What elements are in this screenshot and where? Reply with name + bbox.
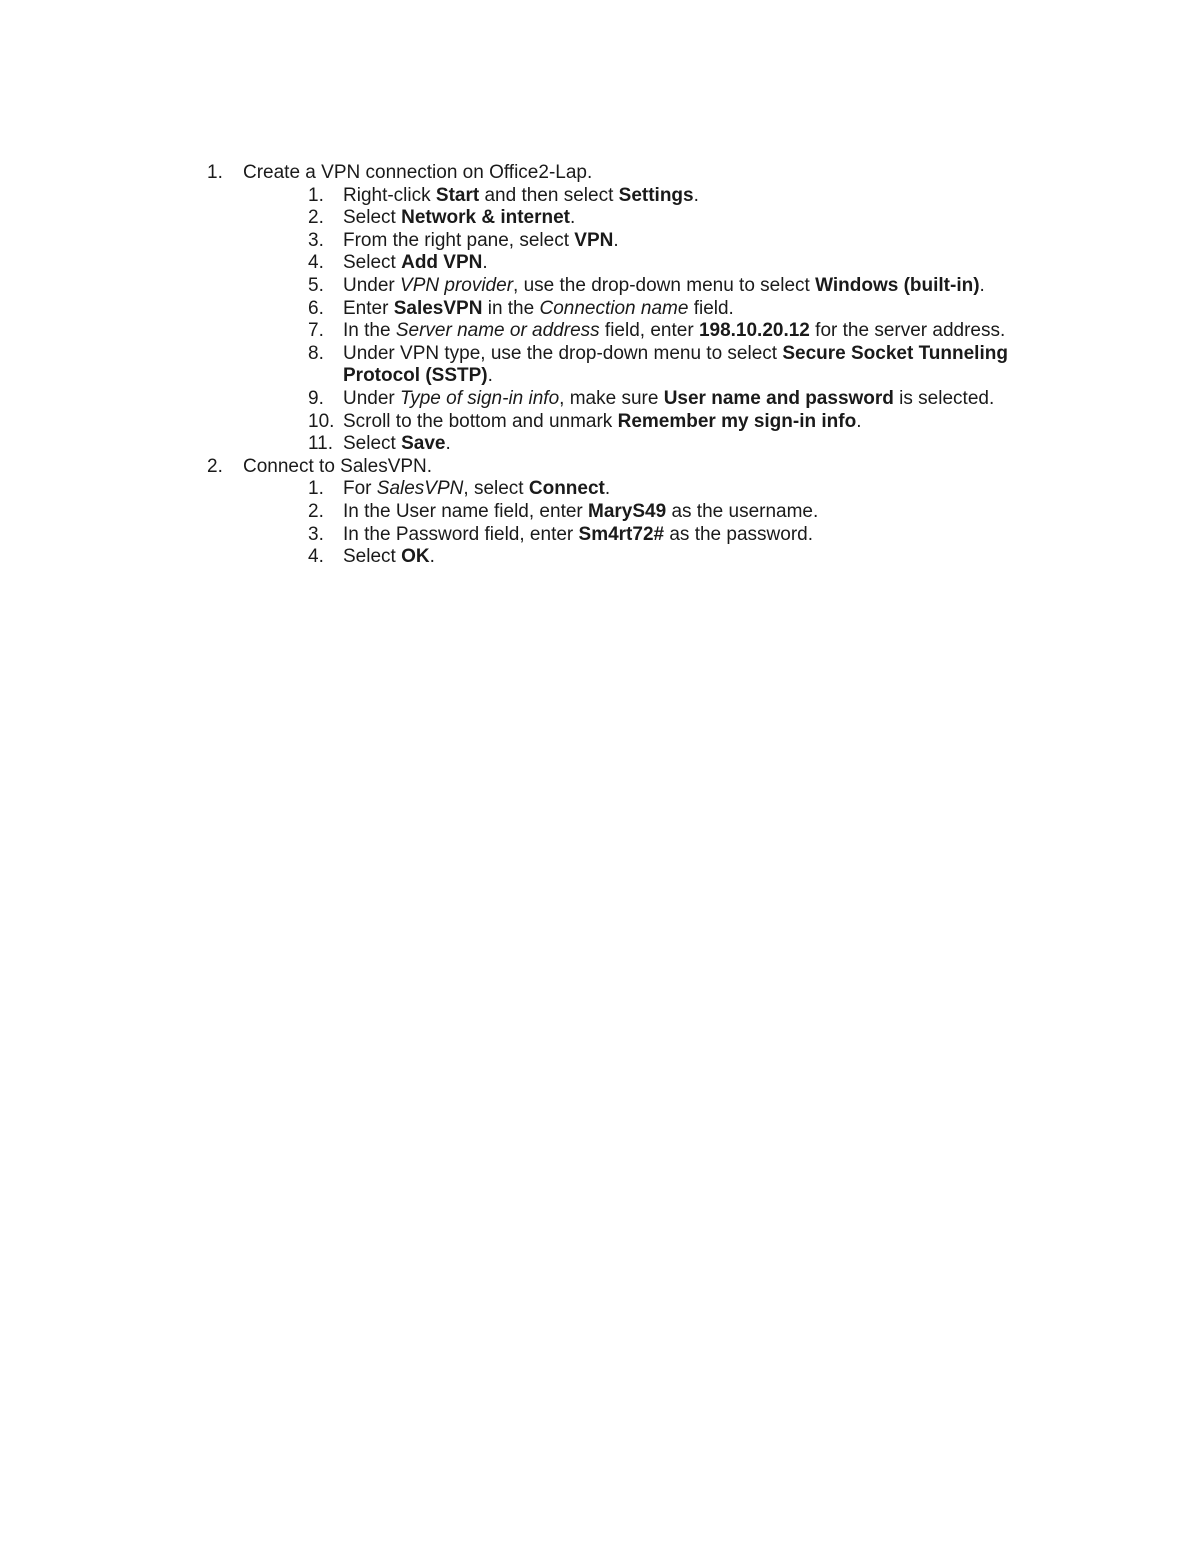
substep-text — [343, 433, 451, 454]
substep-number: 3. — [308, 523, 324, 545]
text-run: In the — [343, 320, 396, 342]
bold-term: Start — [435, 184, 480, 206]
bold-term: Network & internet — [401, 207, 571, 229]
substep — [308, 343, 1047, 388]
text-run: . — [570, 207, 576, 229]
text-run: Under VPN type, use the drop-down menu to select — [343, 342, 783, 364]
text-run: In the User name field, enter — [343, 500, 589, 522]
substep-text — [343, 343, 1008, 387]
bold-term: 198.10.20.12 — [698, 320, 810, 342]
substep-number: 7. — [308, 320, 324, 342]
text-run: field, enter — [599, 320, 699, 342]
step-number: 1. — [207, 162, 223, 183]
substep — [308, 388, 1047, 411]
text-run: . — [445, 433, 451, 455]
substep — [308, 546, 1047, 569]
substep-number: 5. — [308, 274, 324, 296]
substep-text — [343, 252, 488, 273]
bold-term: MaryS49 — [588, 500, 667, 522]
substep-number: 2. — [308, 500, 324, 522]
substep-number: 10. — [308, 410, 335, 432]
substep — [308, 501, 1047, 524]
substep — [308, 252, 1047, 275]
text-run: Right-click — [343, 184, 436, 206]
substep-text — [343, 546, 435, 567]
italic-term: Connection name — [539, 297, 689, 319]
substep-text — [343, 185, 699, 206]
substep — [308, 320, 1047, 343]
text-run: Under — [343, 387, 401, 409]
substep-list — [308, 478, 1047, 568]
substep — [308, 524, 1047, 547]
text-run: . — [487, 365, 493, 387]
text-run: is selected. — [893, 387, 995, 409]
italic-term: Server name or address — [395, 320, 600, 342]
text-run: . — [693, 184, 699, 206]
text-run: Select — [343, 433, 402, 455]
italic-term: Type of sign-in info — [400, 387, 560, 409]
step-text: Connect to SalesVPN. — [243, 455, 433, 477]
text-run: field. — [688, 297, 734, 319]
substep-number: 9. — [308, 387, 324, 409]
substep-text — [343, 501, 818, 522]
instruction-list — [207, 162, 1047, 569]
bold-term: Remember my sign-in info — [617, 410, 857, 432]
text-run: , select — [463, 478, 529, 500]
text-run: . — [482, 252, 488, 274]
text-run: In the Password field, enter — [343, 523, 579, 545]
substep-number: 1. — [308, 184, 324, 206]
text-run: Select — [343, 207, 402, 229]
italic-term: VPN provider — [400, 274, 514, 296]
main-step — [207, 162, 1047, 456]
substep-number: 6. — [308, 297, 324, 319]
text-run: From the right pane, select — [343, 229, 575, 251]
substep — [308, 185, 1047, 208]
substep — [308, 411, 1047, 434]
bold-term: Windows (built-in) — [815, 274, 980, 296]
substep-text — [343, 411, 861, 432]
substep — [308, 207, 1047, 230]
text-run: as the password. — [664, 523, 813, 545]
step-number: 2. — [207, 455, 223, 477]
substep-number: 1. — [308, 478, 324, 500]
text-run: For — [343, 478, 377, 500]
substep-number: 4. — [308, 546, 324, 568]
text-run: , make sure — [559, 387, 664, 409]
text-run: for the server address. — [809, 320, 1006, 342]
bold-term: SalesVPN — [393, 297, 483, 319]
text-run: Under — [343, 274, 401, 296]
bold-term: Sm4rt72# — [578, 523, 665, 545]
text-run: and then select — [479, 184, 619, 206]
substep-text — [343, 388, 994, 409]
text-run: Scroll to the bottom and unmark — [343, 410, 618, 432]
text-run: as the username. — [666, 500, 819, 522]
bold-term: Settings — [618, 184, 694, 206]
substep-text — [343, 230, 619, 251]
substep-number: 2. — [308, 207, 324, 229]
substep-text — [343, 320, 1005, 341]
text-run: Select — [343, 546, 402, 568]
italic-term: SalesVPN — [376, 478, 464, 500]
substep-text — [343, 298, 734, 319]
text-run: . — [856, 410, 862, 432]
substep-number: 3. — [308, 229, 324, 251]
substep-text — [343, 275, 985, 296]
bold-term: Secure Socket Tunneling Protocol (SSTP) — [343, 342, 1008, 387]
substep-list — [308, 185, 1047, 456]
substep-number: 11. — [308, 433, 334, 455]
main-step — [207, 456, 1047, 569]
text-run: . — [429, 546, 435, 568]
text-run: Select — [343, 252, 402, 274]
text-run: , use the drop-down menu to select — [513, 274, 816, 296]
bold-term: Save — [401, 433, 446, 455]
substep-text — [343, 207, 575, 228]
substep — [308, 478, 1047, 501]
text-run: . — [979, 274, 985, 296]
substep — [308, 230, 1047, 253]
text-run: . — [613, 229, 619, 251]
step-text: Create a VPN connection on Office2-Lap. — [243, 162, 593, 183]
text-run: . — [604, 478, 611, 500]
substep — [308, 298, 1047, 321]
substep-number: 8. — [308, 342, 324, 364]
substep-text — [343, 524, 813, 545]
bold-term: OK — [401, 546, 430, 568]
text-run: in the — [482, 297, 540, 319]
substep — [308, 275, 1047, 298]
substep — [308, 433, 1047, 456]
substep-text — [343, 478, 610, 499]
text-run: Enter — [343, 297, 394, 319]
bold-term: VPN — [574, 229, 614, 251]
bold-term: User name and password — [663, 387, 894, 409]
substep-number: 4. — [308, 252, 324, 274]
bold-term: Connect — [528, 478, 605, 500]
bold-term: Add VPN — [401, 252, 483, 274]
